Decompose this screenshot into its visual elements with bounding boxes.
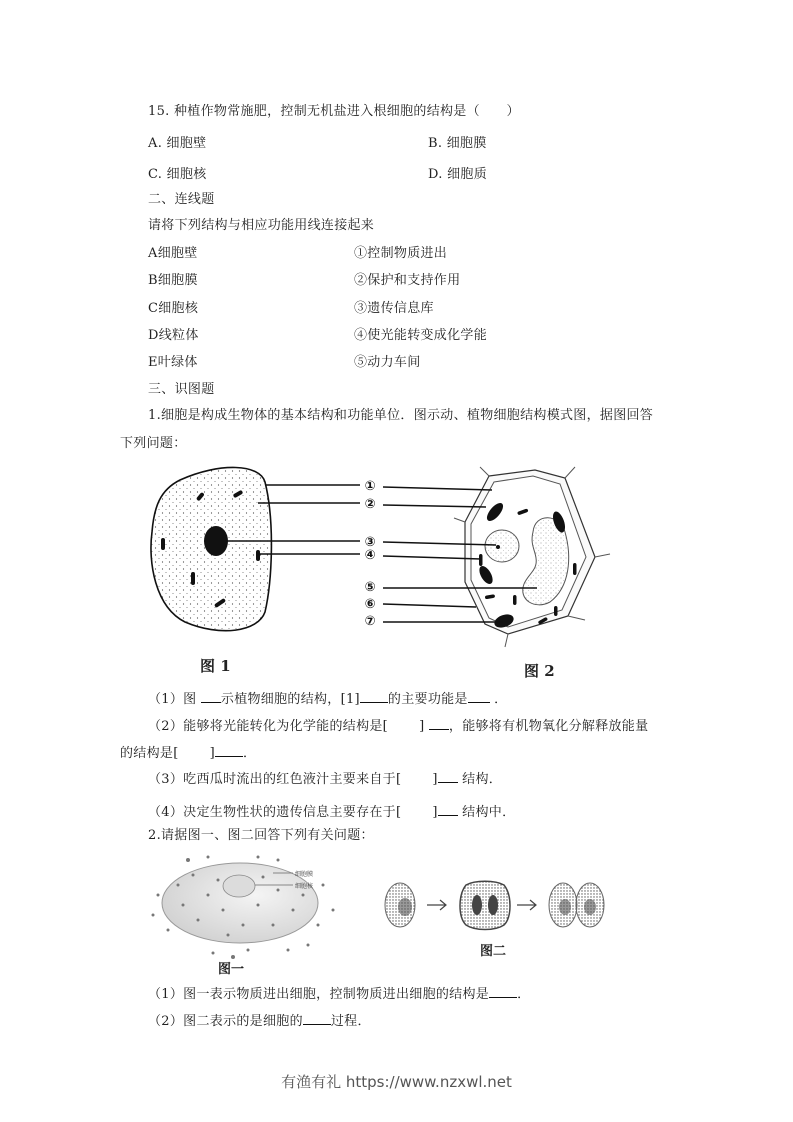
match-right-1: ①控制物质进出 bbox=[354, 246, 448, 261]
svg-text:③: ③ bbox=[364, 535, 376, 550]
q15-option-b: B. 细胞膜 bbox=[428, 136, 487, 151]
figure-two-cell-division bbox=[380, 875, 610, 935]
q1-sub3: （3）吃西瓜时流出的红色液汁主要来自于[ ] 结构． bbox=[148, 772, 503, 787]
label-cell-membrane: 细胞膜 bbox=[295, 871, 314, 878]
q15-option-d: D. 细胞质 bbox=[428, 167, 488, 182]
svg-text:⑦: ⑦ bbox=[364, 614, 376, 629]
section-2-heading: 二、连线题 bbox=[148, 192, 215, 207]
section-2-instruction: 请将下列结构与相应功能用线连接起来 bbox=[148, 218, 375, 233]
svg-text:①: ① bbox=[364, 479, 376, 494]
label-cell-nucleus: 细胞核 bbox=[295, 883, 314, 890]
answer-blank[interactable] bbox=[303, 1012, 331, 1025]
footer-watermark: 有渔有礼 https://www.nzxwl.net bbox=[281, 1073, 512, 1091]
svg-text:⑤: ⑤ bbox=[364, 580, 376, 595]
figure-1-caption: 图 1 bbox=[200, 657, 231, 675]
match-left-a: A细胞壁 bbox=[148, 246, 198, 261]
answer-blank[interactable] bbox=[438, 803, 458, 816]
q1-sub4: （4）决定生物性状的遗传信息主要存在于[ ] 结构中． bbox=[148, 805, 516, 820]
q1-stem-line2: 下列问题： bbox=[120, 436, 187, 451]
q1-sub2-line1: （2）能够将光能转化为化学能的结构是[ ] ，能够将有机物氧化分解释放能量 bbox=[148, 719, 649, 734]
answer-blank[interactable] bbox=[489, 985, 517, 998]
q15-option-a: A. 细胞壁 bbox=[148, 136, 207, 151]
svg-text:⑥: ⑥ bbox=[364, 597, 376, 612]
q1-sub1: （1）图 示植物细胞的结构，[1] 的主要功能是 ． bbox=[148, 692, 508, 707]
section-3-heading: 三、识图题 bbox=[148, 382, 215, 397]
q1-stem-line1: 1.细胞是构成生物体的基本结构和功能单位．图示动、植物细胞结构模式图，据图回答 bbox=[148, 408, 654, 423]
match-left-e: E叶绿体 bbox=[148, 355, 198, 370]
q1-sub2-line2: 的结构是[ ] ． bbox=[120, 746, 257, 761]
figure-one-caption: 图一 bbox=[218, 962, 245, 977]
figure-2-caption: 图 2 bbox=[524, 662, 555, 680]
cell-structure-figure bbox=[140, 462, 620, 662]
svg-text:④: ④ bbox=[364, 548, 376, 563]
svg-text:②: ② bbox=[364, 497, 376, 512]
match-right-5: ⑤动力车间 bbox=[354, 355, 421, 370]
answer-blank[interactable] bbox=[215, 744, 243, 757]
q15-option-c: C. 细胞核 bbox=[148, 167, 207, 182]
q2-stem: 2.请据图一、图二回答下列有关问题： bbox=[148, 828, 374, 843]
q2-sub1: （1）图一表示物质进出细胞，控制物质进出细胞的结构是 ． bbox=[148, 987, 531, 1002]
match-left-b: B细胞膜 bbox=[148, 273, 198, 288]
question-15-stem: 15. 种植作物常施肥，控制无机盐进入根细胞的结构是（ ） bbox=[148, 104, 520, 119]
match-right-3: ③遗传信息库 bbox=[354, 301, 434, 316]
answer-blank[interactable] bbox=[468, 690, 490, 703]
answer-blank[interactable] bbox=[438, 770, 458, 783]
match-left-d: D线粒体 bbox=[148, 328, 199, 343]
answer-blank[interactable] bbox=[429, 717, 449, 730]
figure-two-caption: 图二 bbox=[480, 944, 507, 959]
answer-blank[interactable] bbox=[201, 690, 221, 703]
match-left-c: C细胞核 bbox=[148, 301, 199, 316]
q2-sub2: （2）图二表示的是细胞的 过程． bbox=[148, 1014, 371, 1029]
answer-blank[interactable] bbox=[360, 690, 388, 703]
match-right-2: ②保护和支持作用 bbox=[354, 273, 461, 288]
match-right-4: ④使光能转变成化学能 bbox=[354, 328, 488, 343]
